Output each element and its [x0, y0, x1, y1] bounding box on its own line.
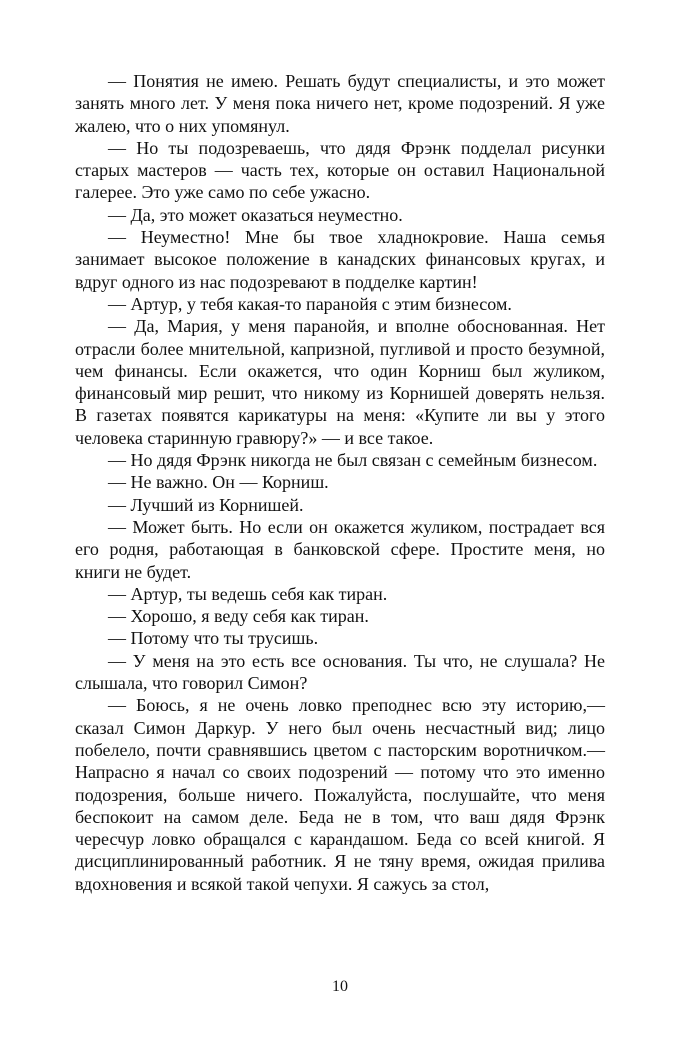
paragraph: — Но ты подозреваешь, что дядя Фрэнк подделал рисунки старых мастеров — часть тех, которые он оставил Национальной галерее. Это уже само по себе ужасно.: [75, 137, 605, 203]
paragraph: — Да, Мария, у меня паранойя, и вполне обоснованная. Нет отрасли более мнительной, капризной, пугливой и просто безумной, чем финансы. Если окажется, что один Корниш был жуликом, финансовый мир решит, что никому из Корнишей доверять нельзя. В газетах появятся карикатуры на меня: «Купите ли вы у этого человека старинную гравюру?» — и все такое.: [75, 316, 605, 448]
paragraph: — Боюсь, я не очень ловко преподнес всю эту историю,— сказал Симон Даркур. У него был очень несчастный вид; лицо побелело, почти сравнявшись цветом с пасторским воротничком.— Напрасно я начал со своих подозрений — потому что это именно подозрения, больше ничего. Пожалуйста, послушайте, что меня беспокоит на самом деле. Беда не в том, что ваш дядя Фрэнк чересчур ловко обращался с карандашом. Беда со всей книгой. Я дисциплинированный работник. Я не тяну время, ожидая прилива вдохновения и всякой такой чепухи. Я сажусь за стол,: [75, 695, 605, 894]
paragraph: — Может быть. Но если он окажется жуликом, пострадает вся его родня, работающая в банковской сфере. Простите меня, но книги не будет.: [75, 516, 605, 582]
paragraph: — Но дядя Фрэнк никогда не был связан с семейным бизнесом.: [108, 450, 598, 471]
paragraph: — Хорошо, я веду себя как тиран.: [108, 606, 369, 627]
paragraph: — Понятия не имею. Решать будут специалисты, и это может занять много лет. У меня пока ничего нет, кроме подозрений. Я уже жалею, что о них упомянул.: [75, 71, 605, 136]
paragraph: — Лучший из Корнишей.: [108, 494, 304, 515]
paragraph: — Артур, у тебя какая-то паранойя с этим бизнесом.: [108, 293, 512, 314]
paragraph: — У меня на это есть все основания. Ты что, не слушала? Не слышала, что говорил Симон?: [75, 650, 605, 694]
paragraph: — Неуместно! Мне бы твое хладнокровие. Наша семья занимает высокое положение в канадских финансовых кругах, и вдруг одного из нас подозревают в подделке картин!: [75, 227, 605, 292]
paragraph: — Потому что ты трусишь.: [108, 628, 319, 649]
paragraph: — Да, это может оказаться неуместно.: [108, 204, 403, 225]
book-page-body: [75, 70, 605, 895]
page-number: 10: [332, 978, 348, 995]
paragraph: — Не важно. Он — Корниш.: [108, 472, 329, 493]
paragraph: — Артур, ты ведешь себя как тиран.: [108, 583, 388, 604]
